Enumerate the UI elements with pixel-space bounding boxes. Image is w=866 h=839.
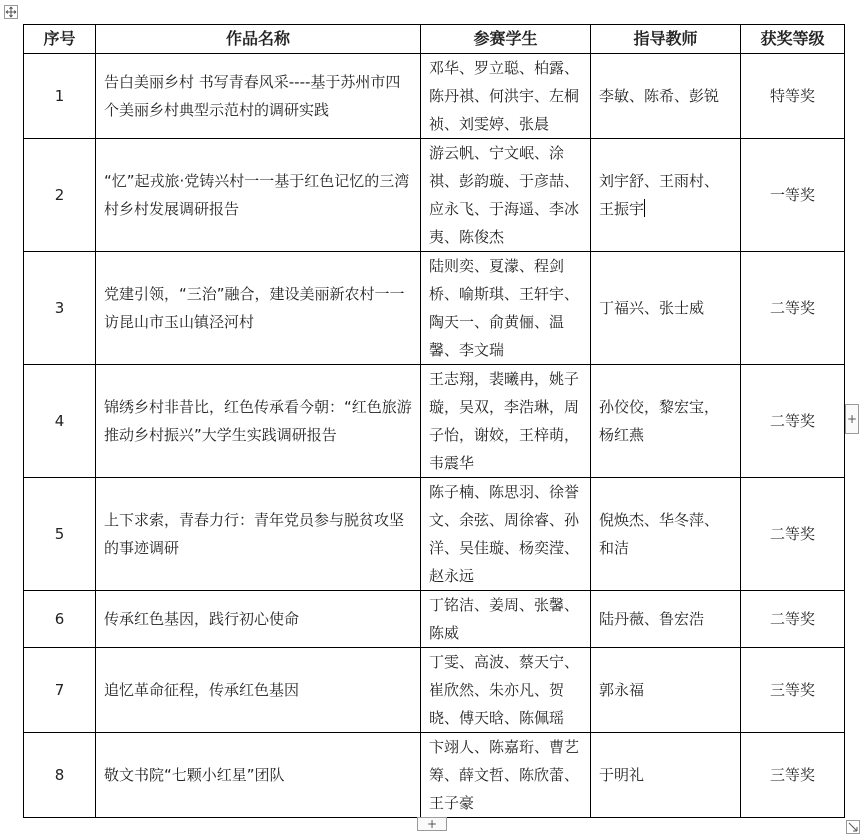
- cell-teachers[interactable]: 倪焕杰、华冬萍、和洁: [591, 478, 741, 591]
- cell-award[interactable]: 特等奖: [741, 54, 845, 139]
- cell-award[interactable]: 二等奖: [741, 365, 845, 478]
- cell-title[interactable]: 党建引领，“三治”融合，建设美丽新农村一一访昆山市玉山镇泾河村: [96, 252, 421, 365]
- header-no[interactable]: 序号: [24, 25, 96, 54]
- award-table: [23, 24, 845, 818]
- cell-no[interactable]: 3: [24, 252, 96, 365]
- cell-title[interactable]: 敬文书院“七颗小红星”团队: [96, 733, 421, 818]
- table-row: [24, 54, 845, 139]
- cell-no[interactable]: 6: [24, 591, 96, 648]
- table-row: [24, 252, 845, 365]
- cell-title[interactable]: 锦绣乡村非昔比，红色传承看今朝：“红色旅游推动乡村振兴”大学生实践调研报告: [96, 365, 421, 478]
- add-row-button[interactable]: +: [417, 817, 447, 831]
- cell-teachers[interactable]: [591, 139, 741, 252]
- cell-no[interactable]: 7: [24, 648, 96, 733]
- cell-students[interactable]: 邓华、罗立聪、柏露、陈丹祺、何洪宇、左桐祯、刘雯婷、张晨: [421, 54, 591, 139]
- cell-students[interactable]: 陆则奕、夏濛、程剑桥、喻斯琪、王轩宇、陶天一、俞黄俪、温馨、李文瑞: [421, 252, 591, 365]
- cell-teachers[interactable]: 陆丹薇、鲁宏浩: [591, 591, 741, 648]
- cell-award[interactable]: 三等奖: [741, 733, 845, 818]
- cell-award[interactable]: 三等奖: [741, 648, 845, 733]
- cell-students[interactable]: 游云帆、宁文岷、涂祺、彭韵璇、于彦喆、应永飞、于海遥、李冰夷、陈俊杰: [421, 139, 591, 252]
- cell-teachers-text: 刘宇舒、王雨村、王振宇: [599, 172, 720, 218]
- cell-no[interactable]: 2: [24, 139, 96, 252]
- cell-teachers[interactable]: 丁福兴、张士威: [591, 252, 741, 365]
- resize-icon: [846, 820, 860, 834]
- table-row: [24, 139, 845, 252]
- cell-no[interactable]: 8: [24, 733, 96, 818]
- cell-title[interactable]: 告白美丽乡村 书写青春风采----基于苏州市四个美丽乡村典型示范村的调研实践: [96, 54, 421, 139]
- cell-students[interactable]: 王志翔，裴曦冉，姚子璇，吴双，李浩琳，周子怡，谢姣，王梓萌，韦震华: [421, 365, 591, 478]
- table-row: [24, 733, 845, 818]
- move-arrows-icon: [5, 6, 17, 18]
- text-cursor: [644, 199, 645, 217]
- cell-teachers[interactable]: 李敏、陈希、彭锐: [591, 54, 741, 139]
- table-row: [24, 591, 845, 648]
- table-resize-handle[interactable]: [846, 819, 860, 833]
- cell-no[interactable]: 1: [24, 54, 96, 139]
- cell-teachers[interactable]: 郭永福: [591, 648, 741, 733]
- header-title[interactable]: 作品名称: [96, 25, 421, 54]
- cell-title[interactable]: “忆”起戎旅·党铸兴村一一基于红色记忆的三湾村乡村发展调研报告: [96, 139, 421, 252]
- table-move-handle[interactable]: [4, 5, 18, 19]
- cell-teachers[interactable]: 孙佼佼，黎宏宝，杨红燕: [591, 365, 741, 478]
- header-teachers[interactable]: 指导教师: [591, 25, 741, 54]
- cell-students[interactable]: 卞翊人、陈嘉珩、曹艺筹、薛文哲、陈欣蕾、王子豪: [421, 733, 591, 818]
- header-row: [24, 25, 845, 54]
- cell-title[interactable]: 传承红色基因，践行初心使命: [96, 591, 421, 648]
- cell-title[interactable]: 追忆革命征程，传承红色基因: [96, 648, 421, 733]
- table-row: [24, 478, 845, 591]
- cell-award[interactable]: 一等奖: [741, 139, 845, 252]
- cell-teachers[interactable]: 于明礼: [591, 733, 741, 818]
- cell-students[interactable]: 丁雯、高波、蔡天宁、崔欣然、朱亦凡、贺晓、傅天晗、陈佩瑶: [421, 648, 591, 733]
- cell-award[interactable]: 二等奖: [741, 591, 845, 648]
- cell-award[interactable]: 二等奖: [741, 252, 845, 365]
- header-students[interactable]: 参赛学生: [421, 25, 591, 54]
- cell-students[interactable]: 陈子楠、陈思羽、徐誉文、余弦、周徐睿、孙洋、吴佳璇、杨奕滢、赵永远: [421, 478, 591, 591]
- table-row: [24, 365, 845, 478]
- cell-no[interactable]: 5: [24, 478, 96, 591]
- table-row: [24, 648, 845, 733]
- add-column-button[interactable]: +: [845, 404, 859, 434]
- cell-award[interactable]: 二等奖: [741, 478, 845, 591]
- cell-students[interactable]: 丁铭洁、姜周、张馨、陈威: [421, 591, 591, 648]
- cell-no[interactable]: 4: [24, 365, 96, 478]
- header-award[interactable]: 获奖等级: [741, 25, 845, 54]
- cell-title[interactable]: 上下求索，青春力行：青年党员参与脱贫攻坚的事迹调研: [96, 478, 421, 591]
